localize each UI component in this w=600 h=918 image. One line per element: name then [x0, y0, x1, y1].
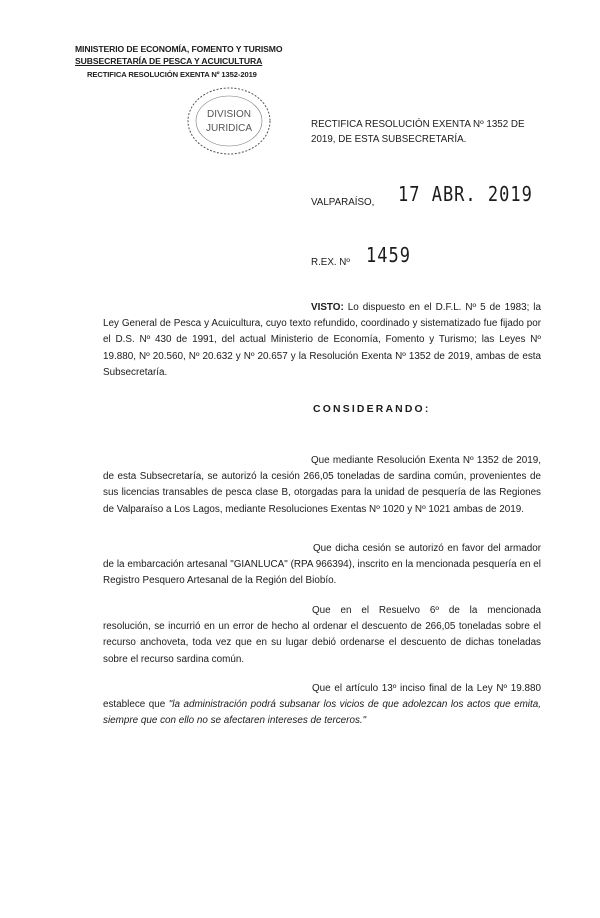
seal-line-1: DIVISION [207, 109, 251, 120]
considerando-paragraph-4 [103, 681, 541, 730]
considerando-paragraph-2: Que dicha cesión se autorizó en favor del armador de la embarcación artesanal "GIANLUCA" (RPA 966394), inscrito en la mencionada pesquería en el Registro Pesquero Artesanal de la Región del Biobío. [103, 543, 541, 587]
seal-line-2: JURIDICA [205, 123, 253, 134]
visto-text: Lo dispuesto en el D.F.L. Nº 5 de 1983; la Ley General de Pesca y Acuicultura, cuyo texto refundido, coordinado y sistematizado fue fijado por el D.S. Nº 430 de 1991, del actual Ministerio de Economía, Fomento y Turismo; las Leyes Nº 19.880, Nº 20.560, Nº 20.632 y Nº 20.657 y la Resolución Exenta Nº 1352 de 2019, ambas de esta Subsecretaría. [103, 302, 541, 378]
rex-number-stamp: 1459 [366, 244, 411, 268]
ministry-header: MINISTERIO DE ECONOMÍA, FOMENTO Y TURISMO [75, 44, 283, 54]
date-stamp: 17 ABR. 2019 [398, 183, 533, 207]
paragraph-4-quote: "la administración podrá subsanar los vicios de que adolezcan los actos que emita, siempre que con ello no se afectaren intereses de terceros." [103, 699, 541, 727]
considerando-paragraph-3: Que en el Resuelvo 6º de la mencionada resolución, se incurrió en un error de hecho al ordenar el descuento de 266,05 toneladas sobre el recurso anchoveta, toda vez que en su lugar debió ordenarse el descuento de dichas toneladas sobre el recurso sardina común. [103, 605, 541, 665]
rex-label: R.EX. Nº [311, 257, 350, 268]
place-label: VALPARAÍSO, [311, 197, 375, 208]
visto-label: VISTO: [311, 302, 344, 313]
paragraph-4-text: Que el artículo 13º inciso final de la Ley Nº 19.880 establece que [103, 683, 541, 711]
reference-line: RECTIFICA RESOLUCIÓN EXENTA Nº 1352 DE 2019, DE ESTA SUBSECRETARÍA. [311, 119, 525, 145]
division-juridica-seal [186, 86, 272, 156]
visto-paragraph [103, 300, 541, 381]
subsecretaria-header: SUBSECRETARÍA DE PESCA Y ACUICULTURA [75, 56, 263, 66]
considerando-heading: CONSIDERANDO: [313, 404, 431, 415]
rectifica-header: RECTIFICA RESOLUCIÓN EXENTA Nº 1352-2019 [87, 70, 257, 79]
considerando-paragraph-1: Que mediante Resolución Exenta Nº 1352 de 2019, de esta Subsecretaría, se autorizó la cesión 266,05 toneladas de sardina común, provenientes de sus licencias transables de pesca clase B, otorgadas para la unidad de pesquería de las Regiones de Valparaíso a Los Lagos, mediante Resoluciones Exentas Nº 1020 y Nº 1021 ambas de 2019. [103, 455, 541, 515]
